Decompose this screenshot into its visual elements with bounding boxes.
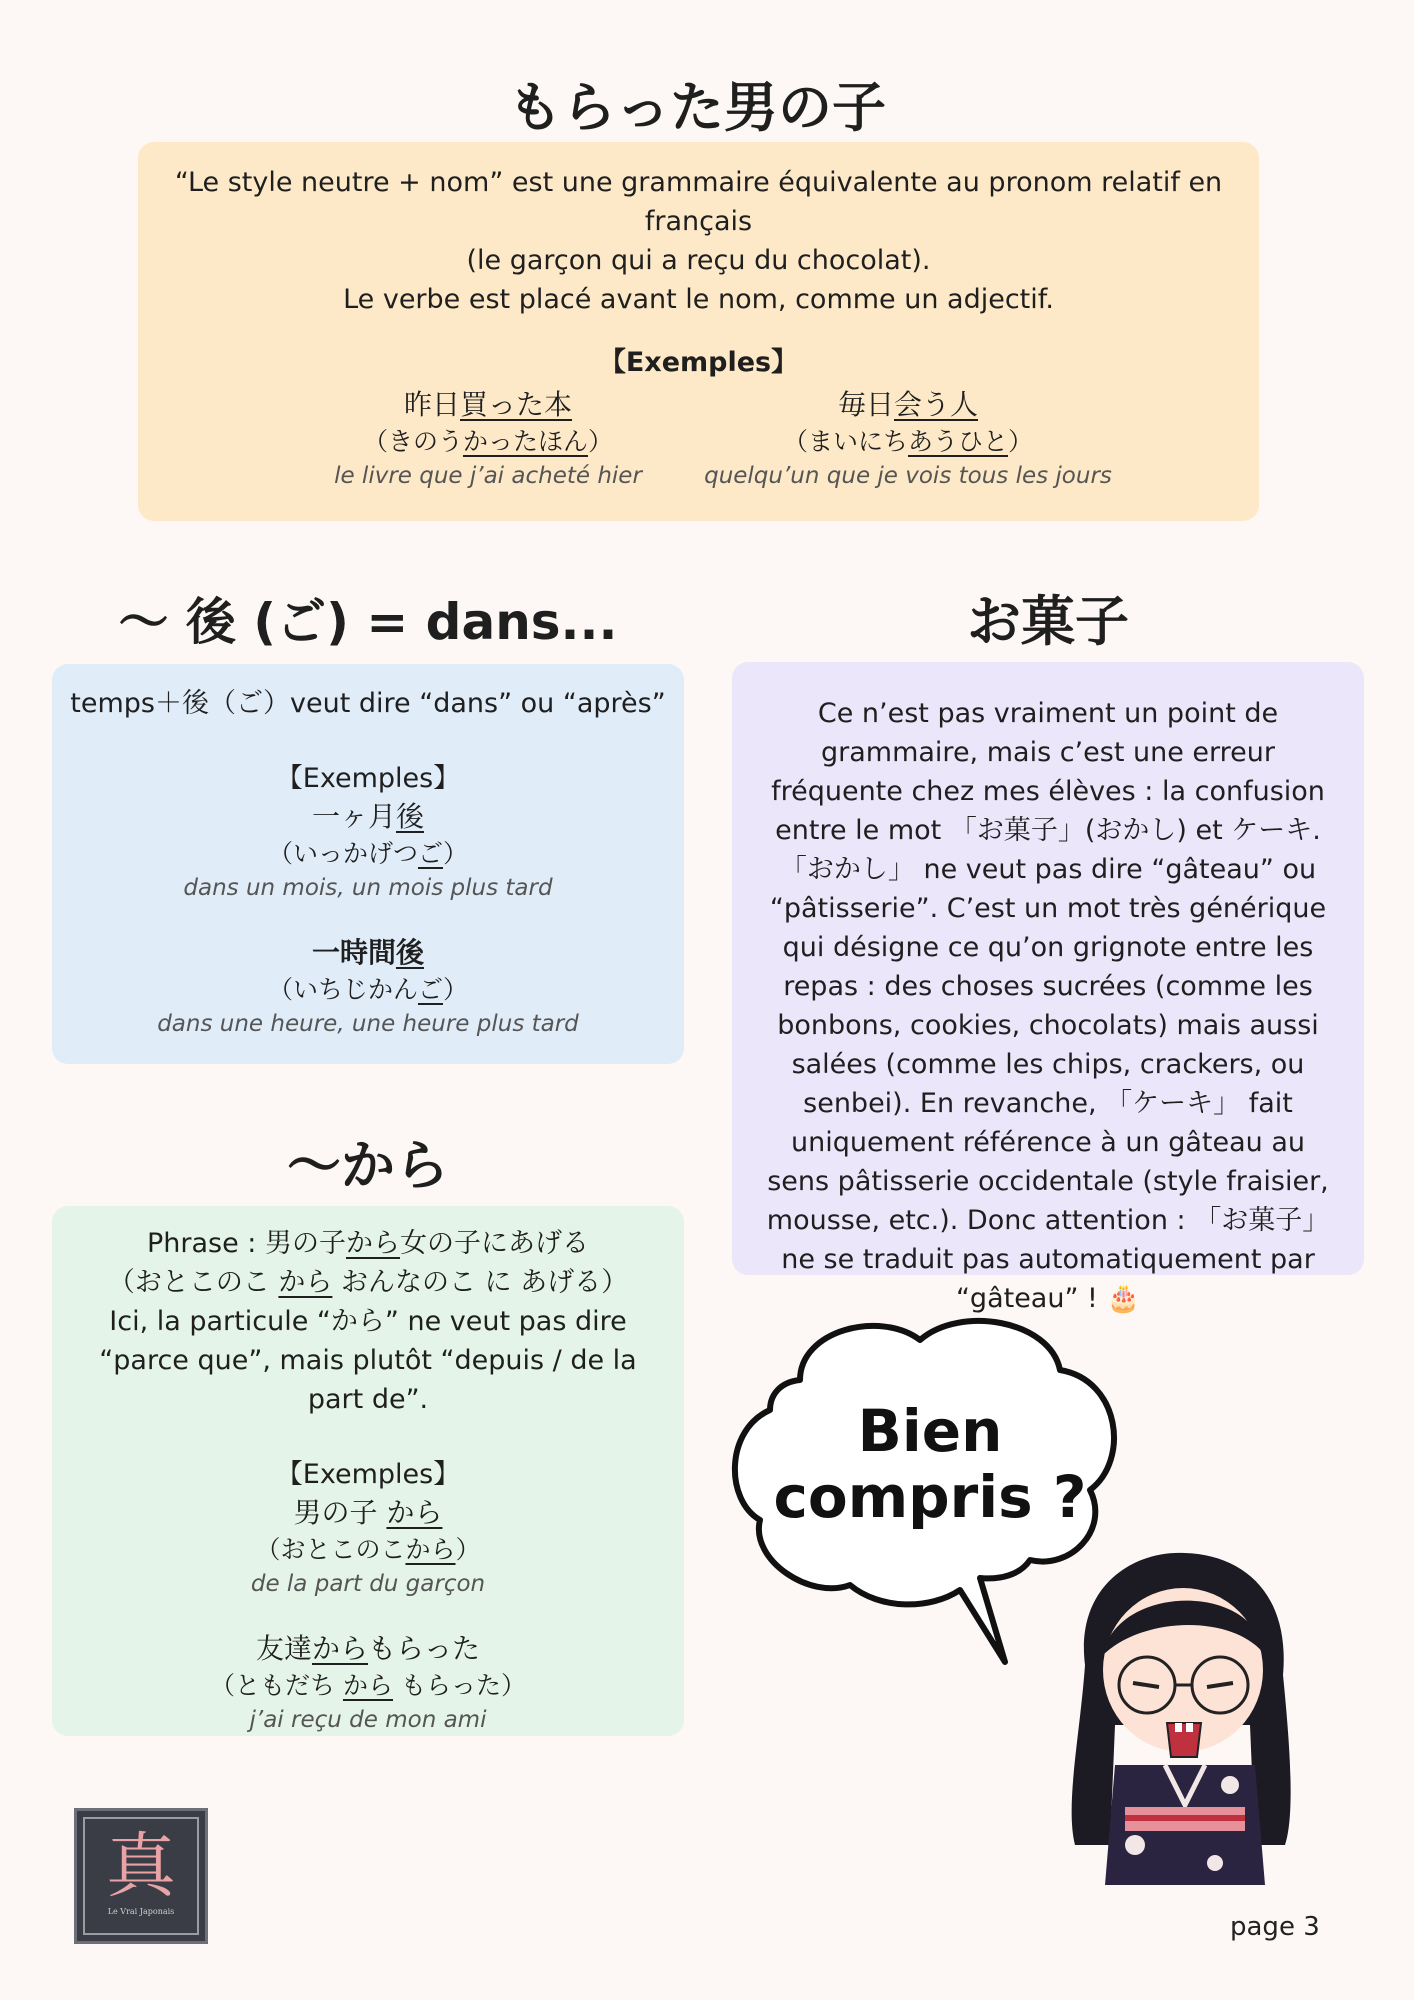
example-translation: de la part du garçon bbox=[250, 1571, 486, 1597]
go-heading: 〜 後 (ご) = dans... bbox=[118, 593, 618, 651]
example-jp-underlined: 会う人 bbox=[894, 388, 979, 421]
intro-box bbox=[138, 142, 1259, 521]
example-kana: （きのう bbox=[362, 427, 463, 456]
kara-explanation: Ici, la particule “から” ne veut pas dire “parce que”, mais plutôt “depuis / de la part de”. bbox=[99, 1306, 637, 1415]
example-kana-underlined: ご bbox=[417, 975, 443, 1004]
example-kana-underlined: から bbox=[405, 1535, 456, 1564]
page-number: page 3 bbox=[1230, 1912, 1320, 1942]
intro-line-3: Le verbe est placé avant le nom, comme un adjectif. bbox=[343, 284, 1054, 315]
okashi-heading: お菓子 bbox=[967, 590, 1129, 653]
go-example-1: 一ヶ月後 （いっかげつご） dans un mois, un mois plus tard bbox=[52, 798, 684, 904]
kara-reading: （おとこのこ から おんなのこ に あげる） bbox=[107, 1267, 629, 1298]
page-title: もらった男の子 bbox=[508, 76, 886, 139]
example-jp-underlined: から bbox=[386, 1496, 443, 1529]
example-jp: 男の子 bbox=[293, 1496, 387, 1529]
example-kana: （ともだち bbox=[210, 1671, 343, 1700]
character-drawing bbox=[1055, 1545, 1305, 1885]
example-kana: （いっかげつ bbox=[267, 839, 418, 868]
character-illustration bbox=[1055, 1545, 1305, 1885]
example-kana: （まいにち bbox=[782, 427, 908, 456]
example-jp: 毎日 bbox=[837, 388, 894, 421]
example-jp: 一ヶ月 bbox=[311, 800, 396, 833]
example-translation: dans une heure, une heure plus tard bbox=[157, 1011, 579, 1037]
kara-heading: 〜から bbox=[287, 1134, 449, 1197]
kara-box bbox=[52, 1206, 684, 1736]
example-translation: le livre que j’ai acheté hier bbox=[334, 463, 642, 489]
example-kana-underlined: かったほん bbox=[462, 427, 588, 456]
kara-example-2: 友達からもらった （ともだち から もらった） j’ai reçu de mon ami bbox=[82, 1630, 654, 1736]
example-kana: （いちじかん bbox=[267, 975, 418, 1004]
go-rule: temps＋後（ご）veut dire “dans” ou “après” bbox=[70, 688, 666, 719]
okashi-text: Ce n’est pas vraiment un point de grammaire, mais c’est une erreur fréquente chez mes élèves : la confusion entre le mot 「お菓子」(おかし) et ケーキ.「おかし」 ne veut pas dire “gâteau” ou “pâtisserie”. C’est un mot très générique qui désigne ce qu’on grignote entre les repas : des choses sucrées (comme les bonbons, cookies, chocolats) mais aussi salées (comme les chips, crackers, ou senbei). En revanche, 「ケーキ」 fait uniquement référence à un gâteau au sens pâtisserie occidentale (style fraisier, mousse, etc.). Donc attention : 「お菓子」 ne se traduit pas automatiquement par “gâteau” ! 🎂 bbox=[766, 698, 1330, 1314]
example-kana-underlined: ご bbox=[417, 839, 443, 868]
example-jp: 友達 bbox=[255, 1632, 312, 1665]
example-translation: quelqu’un que je vois tous les jours bbox=[704, 463, 1112, 489]
intro-line-2: (le garçon qui a reçu du chocolat). bbox=[466, 245, 931, 276]
example-kana-underlined: から bbox=[342, 1671, 393, 1700]
example-jp-underlined: 買った本 bbox=[460, 388, 573, 421]
go-box bbox=[52, 664, 684, 1064]
example-jp: 一時間 bbox=[311, 936, 396, 969]
kara-example-1: 男の子 から （おとこのこから） de la part du garçon bbox=[82, 1494, 654, 1600]
example-jp: 昨日 bbox=[403, 388, 460, 421]
kara-phrase: Phrase : 男の子から女の子にあげる bbox=[147, 1228, 589, 1259]
example-kana: （おとこのこ bbox=[255, 1535, 406, 1564]
example-translation: dans un mois, un mois plus tard bbox=[183, 875, 553, 901]
okashi-box bbox=[732, 662, 1364, 1314]
example-jp-underlined: 後 bbox=[396, 800, 425, 833]
bubble-line-2: compris ? bbox=[773, 1463, 1087, 1531]
bubble-text bbox=[740, 1398, 1120, 1530]
intro-example-2: 毎日会う人 （まいにちあうひと） quelqu’un que je vois tous les jours bbox=[698, 386, 1118, 492]
brand-logo bbox=[74, 1808, 208, 1944]
example-jp-underlined: から bbox=[311, 1632, 368, 1665]
intro-examples-label: 【Exemples】 bbox=[598, 347, 799, 378]
intro-line-1: “Le style neutre + nom” est une grammaire équivalente au pronom relatif en français bbox=[174, 167, 1223, 237]
intro-example-1: 昨日買った本 （きのうかったほん） le livre que j’ai acheté hier bbox=[298, 386, 678, 492]
example-jp-underlined: 後 bbox=[396, 936, 425, 969]
bubble-line-1: Bien bbox=[857, 1397, 1003, 1465]
go-examples-label: 【Exemples】 bbox=[275, 763, 461, 794]
go-example-2: 一時間後 （いちじかんご） dans une heure, une heure plus tard bbox=[52, 934, 684, 1040]
logo-caption: Le Vrai Japonais bbox=[107, 1907, 175, 1916]
logo-kanji: 真 bbox=[106, 1825, 176, 1907]
example-kana-underlined: あうひと bbox=[907, 427, 1008, 456]
example-translation: j’ai reçu de mon ami bbox=[249, 1707, 487, 1733]
kara-examples-label: 【Exemples】 bbox=[275, 1459, 461, 1490]
